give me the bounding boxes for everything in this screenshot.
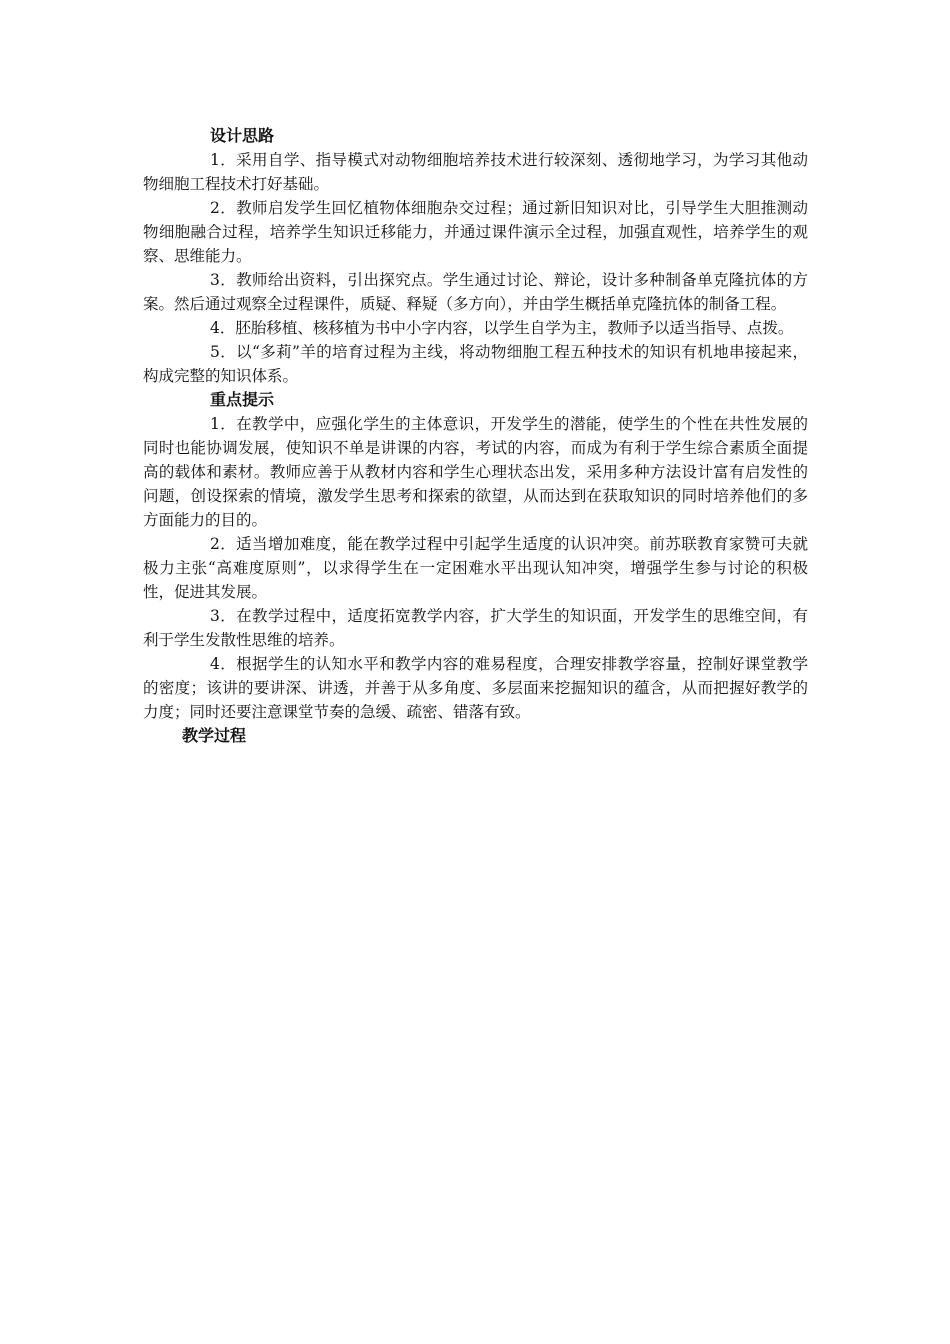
paragraph: 1．采用自学、指导模式对动物细胞培养技术进行较深刻、透彻地学习，为学习其他动物细胞工程技术打好基础。 xyxy=(143,151,808,193)
section-design-ideas xyxy=(143,124,808,388)
document-body xyxy=(143,124,808,748)
paragraph: 1．在教学中，应强化学生的主体意识，开发学生的潜能，使学生的个性在共性发展的同时也能协调发展，使知识不单是讲课的内容，考试的内容，而成为有利于学生综合素质全面提高的载体和素材。教师应善于从教材内容和学生心理状态出发，采用多种方法设计富有启发性的问题，创设探索的情境，激发学生思考和探索的欲望，从而达到在获取知识的同时培养他们的多方面能力的目的。 xyxy=(143,415,808,529)
teaching-process-heading: 教学过程 xyxy=(182,726,247,745)
section-heading: 重点提示 xyxy=(210,390,275,409)
section-key-points xyxy=(143,388,808,724)
paragraph: 5．以“多莉”羊的培育过程为主线，将动物细胞工程五种技术的知识有机地串接起来，构成完整的知识体系。 xyxy=(143,343,808,385)
section-heading: 设计思路 xyxy=(210,126,275,145)
paragraph: 2．教师启发学生回忆植物体细胞杂交过程；通过新旧知识对比，引导学生大胆推测动物细胞融合过程，培养学生知识迁移能力，并通过课件演示全过程，加强直观性，培养学生的观察、思维能力。 xyxy=(143,199,808,265)
paragraph: 4．根据学生的认知水平和教学内容的难易程度，合理安排教学容量，控制好课堂教学的密度；该讲的要讲深、讲透，并善于从多角度、多层面来挖掘知识的蕴含，从而把握好教学的力度；同时还要注意课堂节奏的急缓、疏密、错落有致。 xyxy=(143,655,808,721)
paragraph: 3．在教学过程中，适度拓宽教学内容，扩大学生的知识面，开发学生的思维空间，有利于学生发散性思维的培养。 xyxy=(143,607,808,649)
paragraph: 3．教师给出资料，引出探究点。学生通过讨论、辩论，设计多种制备单克隆抗体的方案。然后通过观察全过程课件，质疑、释疑（多方向），并由学生概括单克隆抗体的制备工程。 xyxy=(143,271,808,313)
paragraph: 4．胚胎移植、核移植为书中小字内容，以学生自学为主，教师予以适当指导、点拨。 xyxy=(210,319,794,337)
paragraph: 2．适当增加难度，能在教学过程中引起学生适度的认识冲突。前苏联教育家赞可夫就极力主张“高难度原则”，以求得学生在一定困难水平出现认知冲突，增强学生参与讨论的积极性，促进其发展。 xyxy=(143,535,808,601)
